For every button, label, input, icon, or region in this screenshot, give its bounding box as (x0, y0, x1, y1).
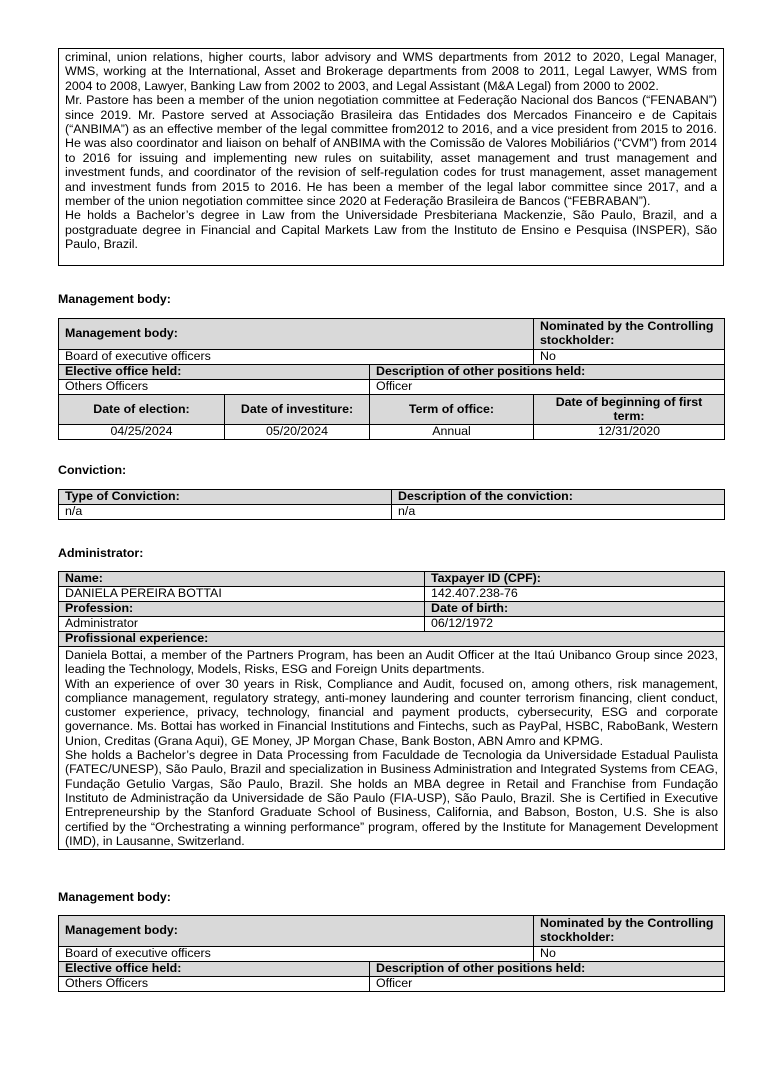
professional-experience-continuation (58, 48, 724, 266)
conviction-description-value: n/a (392, 505, 725, 520)
nominated-value: No (534, 350, 725, 365)
profession-label: Profession: (59, 602, 425, 617)
first-term-value: 12/31/2020 (534, 425, 725, 440)
elective-office-label: Elective office held: (59, 365, 370, 380)
management-body-table (58, 915, 725, 992)
paragraph: criminal, union relations, higher courts, labor advisory and WMS departments from 2012 to 2020, Legal Manager, WMS, working at the International, Asset and Brokerage departments from 2008 to 2011, Legal Lawyer, WMS from 2004 to 2008, Lawyer, Banking Law from 2002 to 2003, and Legal Assistant (M&A Legal) from 2000 to 2002. (65, 50, 717, 93)
other-positions-label: Description of other positions held: (370, 365, 725, 380)
elective-office-value: Others Officers (59, 977, 370, 992)
elective-office-label: Elective office held: (59, 962, 370, 977)
paragraph: Daniela Bottai, a member of the Partners Program, has been an Audit Officer at the Itaú Unibanco Group since 2023, leading the Technology, Models, Risks, ESG and Foreign Units departments. (65, 648, 718, 677)
nominated-value: No (534, 947, 725, 962)
administrator-table (58, 571, 725, 850)
nominated-label: Nominated by the Controlling stockholder: (534, 916, 725, 947)
management-body-value: Board of executive officers (59, 947, 534, 962)
section-title-administrator: Administrator: (58, 546, 144, 560)
nominated-label: Nominated by the Controlling stockholder: (534, 319, 725, 350)
term-of-office-label: Term of office: (370, 395, 534, 425)
professional-experience-text (59, 647, 725, 850)
profession-value: Administrator (59, 617, 425, 632)
conviction-description-label: Description of the conviction: (392, 490, 725, 505)
section-title-management-body: Management body: (58, 890, 171, 904)
elective-office-value: Others Officers (59, 380, 370, 395)
type-of-conviction-value: n/a (59, 505, 392, 520)
name-value: DANIELA PEREIRA BOTTAI (59, 587, 425, 602)
management-body-label: Management body: (59, 916, 534, 947)
date-of-election-label: Date of election: (59, 395, 225, 425)
date-of-investiture-value: 05/20/2024 (225, 425, 370, 440)
type-of-conviction-label: Type of Conviction: (59, 490, 392, 505)
section-title-management-body: Management body: (58, 292, 171, 306)
paragraph: She holds a Bachelor’s degree in Data Processing from Faculdade de Tecnologia da Universidade Estadual Paulista (FATEC/UNESP), São Paulo, Brazil and specialization in Business Administration and Integrated Systems from CEAG, Fundação Getulio Vargas, São Paulo, Brazil. She holds an MBA degree in Retail and Franchise from Fundação Instituto de Administração da Universidade de São Paulo (FIA-USP), São Paulo, Brazil. She is Certified in Executive Entrepreneurship by the Stanford Graduate School of Business, California, and Babson, Boston, U.S. She is also certified by the “Orchestrating a winning performance” program, offered by the Institute for Management Development (IMD), in Lausanne, Switzerland. (65, 748, 718, 848)
paragraph: With an experience of over 30 years in Risk, Compliance and Audit, focused on, among others, risk management, compliance management, regulatory strategy, anti-money laundering and counter terrorism financing, client conduct, customer experience, privacy, technology, financial and payment products, cybersecurity, ESG and corporate governance. Ms. Bottai has worked in Financial Institutions and Fintechs, such as PayPal, HSBC, RaboBank, Western Union, Creditas (Grana Aqui), GE Money, JP Morgan Chase, Bank Boston, ABN Amro and KPMG. (65, 676, 718, 748)
management-body-label: Management body: (59, 319, 534, 350)
first-term-label: Date of beginning of first term: (534, 395, 725, 425)
professional-experience-label: Profissional experience: (59, 632, 725, 647)
other-positions-label: Description of other positions held: (370, 962, 725, 977)
paragraph: He holds a Bachelor’s degree in Law from the Universidade Presbiteriana Mackenzie, São Paulo, Brazil, and a postgraduate degree in Financial and Capital Markets Law from the Instituto de Ensino e Pesquisa (INSPER), São Paulo, Brazil. (65, 208, 717, 252)
conviction-table (58, 489, 725, 520)
date-of-birth-label: Date of birth: (425, 602, 725, 617)
other-positions-value: Officer (370, 380, 725, 395)
other-positions-value: Officer (370, 977, 725, 992)
name-label: Name: (59, 572, 425, 587)
taxpayer-id-value: 142.407.238-76 (425, 587, 725, 602)
date-of-birth-value: 06/12/1972 (425, 617, 725, 632)
term-of-office-value: Annual (370, 425, 534, 440)
section-title-conviction: Conviction: (58, 463, 127, 477)
management-body-table (58, 318, 725, 440)
taxpayer-id-label: Taxpayer ID (CPF): (425, 572, 725, 587)
paragraph: Mr. Pastore has been a member of the union negotiation committee at Federação Nacional dos Bancos (“FENABAN”) since 2019. Mr. Pastore served at Associação Brasileira das Entidades dos Mercados Financeiro e de Capitais (“ANBIMA”) as an effective member of the legal committee from2012 to 2016, and a vice president from 2015 to 2016. He was also coordinator and liaison on behalf of ANBIMA with the Comissão de Valores Mobiliários (“CVM”) from 2014 to 2016 for issuing and implementing new rules on suitability, asset management and trust management and investment funds, and coordinator of the revision of self-regulation codes for trust management, asset management and investment funds from 2015 to 2016. He has been a member of the legal labor committee since 2017, and a member of the union negotiation committee since 2020 at Federação Brasileira de Bancos (“FEBRABAN”). (65, 93, 717, 209)
management-body-value: Board of executive officers (59, 350, 534, 365)
date-of-election-value: 04/25/2024 (59, 425, 225, 440)
date-of-investiture-label: Date of investiture: (225, 395, 370, 425)
